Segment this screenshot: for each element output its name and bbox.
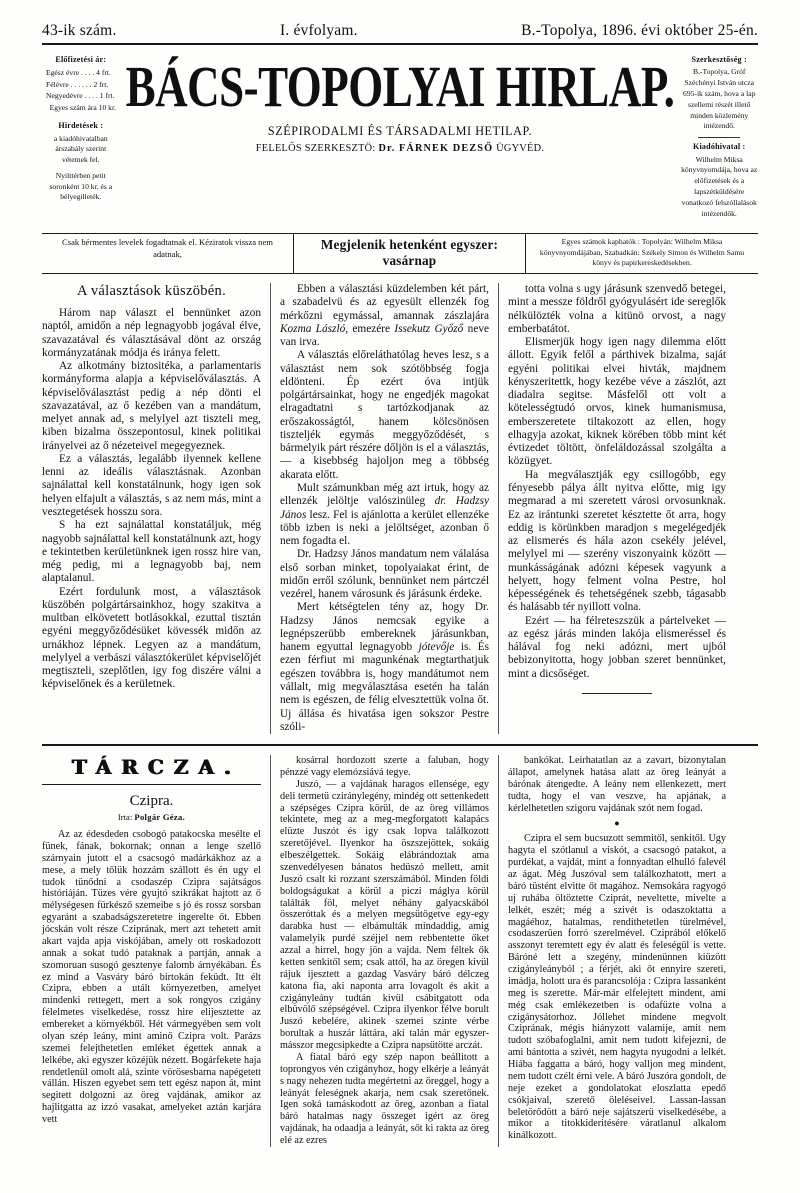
paragraph: A fiatal báró egy szép napon beállitott a toprongyos vén czigányhoz, hogy elkérje a leányát s nagy nehezen tudta megértetni az öreggel, hogy a leányát feleségnek akarja, nem csak szeretőnek. Igen soká tamáskodott az öreg, azonban a fiatal báró hatalmas nagy összeget igért az öreg vajdának, ha odaadja a leányát, sőt ki rakta az öreg elé az ezres bbox=[280, 1051, 489, 1147]
editorial-office-address: B.-Topolya, Gróf Széchényi István utcza 695-ik szám, hova a lap szellemi részét illető minden közlemény intézendő. bbox=[683, 67, 756, 131]
paragraph: Az az édesdeden csobogó patakocska mesélte el fünek, fának, bokornak; onnan a lenge szellő szárnyain jutott el a csacsogó madárkákhoz az a mese, a mely tőlük hozzám szállott és én ugy el tudok tünődni a csodaszép Czipra sajátságos históriáján. Tüzes vére gyujtó szikrákat hajtott az ő mélységesen fürkésző szemeibe s jó és rossz sorsban egyaránt a szabadságszeretetre ingerelte őt. Ebben jócskán volt része Cziprának, mert azt tehetett amit akart vajda apja viskójában, amely ott roskadozott annak a sokat tudó pataknak a partján, annak a szomoruan susogó gesztenye falomb árnyékában. És ez mind a Vasváry báró birtokán feküdt. Itt élt Czipra, ebben a utált környezetben, amelyet mindenki rettegett, mert a sok rongyos czigány félelmetes viselkedése, rossz hire elijesztette az embereket a környékből. Hét vármegyében sem volt olyan szép leány, mint aminő Czipra volt. Parázs szemei felejthetetlen emléket égettek annak a lelkébe, aki egyszer közéjük nézett. Bogárfekete haja rendetlenül omolt alá, szinte vörösesbarna napégetett vállán. Hiszen egyebet sem tett egész napon át, mint segitett dolgozni az öreg vajdának, amikor az hajlitgatta az izzó vasakat, amelyeket aztán karjára vett bbox=[42, 829, 261, 1126]
issue-number: 43-ik szám. bbox=[42, 22, 117, 39]
paragraph: Juszó, — a vajdának haragos ellensége, egy deli termetü cziránylegény, mindég ott settenkedett a szépséges Czipra körül, de az öreg villámos tekintete, meg az a meg-megforgatott kalapács elüzte Juszót és igy csak lopva találkozott szeretőjével. Ilyenkor ha öszszejöttek, sokáig elbeszélgettek. Sokáig elábrándoztak ama szenvedélyesen bánatos hedüszó mellett, amit Juszó csalt ki rozzant szerszámából. Minden földi boldogságukat a körül a piczi máglya körül találták föl, melyet néhány galyacskából összeróttak és a melyen megsütögetve egy-egy darabka hust — elbámulták mindaddig, amig valamelyik purdé széjjel nem rebbentette őket azzal a hirrel, hogy jön a vajda. Nem féltek ők ketten senkitől sem; csak attól, ha az öregen kivül rájuk ijesztett a gazdag Vasváry báró délczeg katona fia, aki naponta arra lovagolt és akit a czigányleány tudtán kivül csábitgatott oda elbüvölő szépségével. Czipra ilyenkor félve borult Juszó kebelére, akinek szemei szinte vérbe borultak a huszár láttára, aki talán már egyszer-másszor megcsipkedte a Czipra napsütötte arczát. bbox=[280, 778, 489, 1052]
price-row: Félévre . . . . . . 2 frt. bbox=[46, 79, 109, 89]
subscription-heading: Előfizetési ár: bbox=[55, 55, 107, 64]
byline-label: Irta: bbox=[117, 812, 133, 823]
masthead-right-info bbox=[680, 54, 758, 224]
ads-terms: a kiadóhivatalban árszabály szerint vétetnek fel. bbox=[53, 133, 108, 165]
byline-author: Polgár Géza. bbox=[134, 812, 186, 823]
frequency-line-1: Megjelenik hetenként egyszer: bbox=[320, 237, 499, 253]
section-break-asterisk: ● bbox=[614, 818, 620, 829]
publishing-office-heading: Kiadóhivatal : bbox=[692, 142, 746, 152]
paragraph: A választás előreláthatólag heves lesz, s a választást nem sok szótöbbség fogja eldönteni. Ép ezért óva intjük polgártársainkat, hogy ne engedjék magokat elragadtatni s tartózkodjanak az erőszakosságtól, hanem kölcsönösen tiszteljék egymás meggyőződését, s bármelyik párt részére dőljön is el a választás, — a kisebbség hajoljon meg a többség akarata előtt. bbox=[280, 349, 489, 481]
info-divider-rule bbox=[698, 137, 740, 138]
article-end-rule bbox=[582, 693, 652, 694]
feuilleton-label-rule bbox=[42, 784, 261, 785]
page-sheet bbox=[42, 22, 758, 1147]
single-copy-price: Egyes szám ára 10 kr. bbox=[49, 102, 116, 112]
feuilleton-column-1 bbox=[42, 755, 270, 1147]
page-header-line bbox=[42, 22, 758, 43]
editor-line bbox=[126, 143, 675, 154]
paragraph: Ez a választás, legalább ilyennek kellene lenni az ideális választásnak. Azonban sajnálattal kell konstatálnunk, hogy igen sok helyen elfajult a választás, s az nem más, mint a vesztegetések hosszu sora. bbox=[42, 452, 261, 519]
manuscript-notice: Csak bérmentes levelek fogadtatnak el. Kéziratok vissza nem adatnak, bbox=[42, 234, 294, 273]
lead-article bbox=[42, 283, 758, 734]
volume-number: I. évfolyam. bbox=[279, 22, 358, 39]
masthead-left-info bbox=[42, 54, 120, 208]
paragraph: kosárral hordozott szerte a faluban, hogy pénzzé vagy elemózsiává tegye. bbox=[280, 755, 489, 778]
feuilleton-section-label: TÁRCZA. bbox=[72, 755, 241, 780]
frequency-line-2: vasárnap bbox=[382, 253, 437, 269]
paragraph: Mert kétségtelen tény az, hogy Dr. Hadzsy János nemcsak egyike a legnépszerübb embereknek járásunkban, hanem egyuttal legnagyobb jótevője is. És ezen férfiut mi magunkénak megtarthatjuk egészen továbbra is, hogy mandátumot nem vállalt, mig megválasztása esetén ha talán nem is egészen, de félig elvesztettük volna őt. Uj állása és hivatása igen sokszor Pestre szóli- bbox=[280, 601, 489, 733]
where-to-buy-notice: Egyes számok kaphatók : Topolyán: Wilhelm Miksa könyvnyomdájában, Szabadkán: Székely Simon és Wilhelm Samu könyv és papirkereskedésekben. bbox=[539, 237, 745, 268]
lead-article-column-3 bbox=[498, 283, 726, 734]
open-letters-terms: Nyilttérben petit soronként 10 kr. és a bélyegilleték. bbox=[49, 170, 113, 202]
editor-name: Dr. FÁRNEK DEZSŐ bbox=[378, 143, 494, 155]
paragraph: S ha ezt sajnálattal konstatáljuk, még nagyobb sajnálattal kell konstatálnunk azt, hogy e tekintetben kerületünknek igen rossz hire van, még pedig, mi a legnagyobb baj, nem alaptalanul. bbox=[42, 519, 261, 585]
paragraph: Három nap választ el bennünket azon naptól, amidőn a nép legnagyobb jogával élve, szavazatával és választásával dönt az ország kormányzatának módja és iránya felett. bbox=[42, 307, 261, 359]
lead-article-column-2 bbox=[270, 283, 498, 734]
masthead bbox=[42, 50, 758, 224]
paragraph: Elismerjük hogy igen nagy dilemma előtt állott. Egyik felől a párthivek bizalma, saját egyéni politikai elvei hivták, majdnem kényszeritettk, hogy kezébe véve a zászlót, azt diadalra segitse. Másfelől ott volt a kötelességtudó orvos, kinek humanismusa, emberszeretete tiltakozott az ellen, hogy elhagyja azokat, kiknek körében több mint két évtizedet töltött, önfeláldozással szolgálta a közügyet. bbox=[508, 336, 726, 468]
place-and-date: B.-Topolya, 1896. évi október 25-én. bbox=[521, 22, 758, 39]
editorial-office-heading: Szerkesztőség : bbox=[691, 55, 747, 64]
paragraph: Ebben a választási küzdelemben két párt, a szabadelvü és az egyesült ellenzék fog mérkőzni egymással, amannak zászlajára Kozma László, emezére Issekutz Győző neve van irva. bbox=[280, 283, 489, 349]
feuilleton-title: Czipra. bbox=[129, 793, 174, 810]
editor-label: FELELŐS SZERKESZTÖ: bbox=[255, 143, 376, 155]
paragraph: Mult számunkban még azt irtuk, hogy az ellenzék jelöltje valószinüleg dr. Hadzsy János lesz. Fel is ajánlotta a kerület ellenzéke több izben is neki a jelöltséget, azonban ő nem fogadta el. bbox=[280, 482, 489, 548]
paragraph: Czipra el sem bucsuzott semmitől, senkitől. Ugy hagyta el szótlanul a viskót, a csacsogó patakot, a purdékat, a vajdát, mint a fonnyadtan elhulló falevél az ágat. Még Juszóval sem találkozhatott, mert a báró tüstént elvitte őt magához. Nemsokára ragyogó uj ruhába öltöztette Cziprát, neveltette, mivelte a lelkét, eszét; még a szivét is odaszoktatta a magáéhoz, hatalmas, rendithetetlen türelmével, csodaszerüen forró szerelmével. Cziprából előkelő asszonyt teremtett egy év alatt és feleségül is vette. Báróné lett a szegény, mindenünnen kiüzött czigányleányból ; a férjét, aki őt ennyire szereti, imádja, holott ura és parancsolója : Czipra lassanként meg is szerette. Már-már elfelejtett mindent, ami még csak emlékezetben is odafüzte volna a czigánysátorhoz. Jóllehet mindene megvolt Cziprának, mégis hiányzott valamije, amit nem tudott szóbafoglalni, amit nem tudott kifejezni, de ami bántotta a szivét, nem hagyta nyugodni a lelkét. Hiába faggatta a báró, hogy valljon meg mindent, nem tudott czélt érni vele. A báró Juszóra gondolt, de neje ezeket a gondolatokat eloszlatta epedő csókjaival, szerető öleléseivel. Lassan-lassan beletörődött a báró neje sajátszerü viselkedésébe, a mikor a titokkideritésére váratlanul alkalom kinálkozott. bbox=[508, 833, 726, 1142]
paragraph: totta volna s ugy járásunk szenvedő betegei, mint a messze földről gyógyulásért ide sereglők nélkülözték volna a kitünö orvost, a nagy emberbatátot. bbox=[508, 283, 726, 335]
header-divider-rule bbox=[42, 43, 758, 45]
newspaper-title: BÁCS-TOPOLYAI HIRLAP. bbox=[125, 54, 675, 120]
feuilleton-section bbox=[42, 755, 758, 1147]
editor-role: ÜGYVÉD. bbox=[496, 143, 545, 155]
ads-heading: Hirdetések : bbox=[58, 121, 104, 131]
paragraph: Az alkotmány biztositéka, a parlamentaris kormányforma alapja a képviselőválasztás. A képviselőválasztást pedig a nép dönti el szavazatával, az ő kezében van a mandátum, melyet annak ad, s melylyel azt tiszteli meg, kiben bizalma összepontosul, kinek politikai irányelvei az ő nézeteivel megegyeznek. bbox=[42, 360, 261, 452]
newspaper-subtitle: SZÉPIRODALMI ÉS TÁRSADALMI HETILAP. bbox=[267, 124, 533, 139]
price-row: Egész évre . . . . 4 frt. bbox=[46, 68, 111, 78]
publishing-office-address: Wilhelm Miksa könyvnyomdája, hova az előfizetések és a lapszétküldésére vonatkozó felszóllalások intézendők. bbox=[681, 154, 758, 218]
paragraph: bankókat. Leirhatatlan az a zavart, bizonytalan állapot, amelynek hatása alatt az öreg leányát a bárónak átengedte. A leány nem ellenkezett, mert tudta, hogy el van veszve, ha apjának, a kérlelhetetlen szigoru vajdának szót nem fogad. bbox=[508, 755, 726, 814]
feuilleton-byline bbox=[42, 812, 261, 822]
notice-banner bbox=[42, 233, 758, 274]
paragraph: Ha megválasztják egy csillogóbb, egy fényesebb pálya állt nyitva előtte, mig igy megmarad a mi szeretett városi orvosunknak. Ez az irántunki szeretet késztette őt arra, hogy eddig is körünkben maradjon s megelégedjék az elismerés és hála azon csekély jelével, melylyel mi — szerény viszonyaink között — munkásságának adózni képesek vagyunk a helyett, hogy felment volna Pestre, hol képességének és tehetségének szebb, tágasabb és halásabb tér nyillott volna. bbox=[508, 468, 726, 614]
lead-article-column-1 bbox=[42, 283, 270, 734]
feuilleton-column-3 bbox=[498, 755, 726, 1147]
paragraph: Dr. Hadzsy János mandatum nem válalása első sorban minket, topolyaiakat érint, de midőn erről szólunk, bennünket nem pártczél vezérel, hanem városunk és járásunk érdeke. bbox=[280, 548, 489, 601]
paragraph: Ezért fordulunk most, a választások küszöbén polgártársainkhoz, hogy szakitva a multban elkövetett botlásokkal, ezuttal tisztán egyéni meggyőződésüket kövessék midőn az urnákhoz lépnek. Legyen az a mandátum, melylyel a verbászi választókerület képviselőjét megtiszteli, szeplőtlen, igy fog diszére válni a képviselőnek és a kerületnek. bbox=[42, 585, 261, 691]
price-row: Negyedévre . . . . 1 frt. bbox=[46, 91, 115, 101]
publication-frequency bbox=[294, 234, 526, 273]
paragraph: Ezért — ha félreteszszük a pártelveket — az egész járás minden lakója elismeréssel és hálával fog neki adózni, mert ujból bebizonyitotta, hogy jobban szeret bennünket, mint a dicsőséget. bbox=[508, 614, 726, 680]
masthead-center bbox=[120, 54, 681, 154]
subscription-price-list bbox=[42, 67, 120, 113]
lead-article-title: A választások küszöbén. bbox=[76, 283, 227, 300]
feuilleton-separator-rule bbox=[42, 744, 758, 746]
feuilleton-column-2 bbox=[270, 755, 498, 1147]
